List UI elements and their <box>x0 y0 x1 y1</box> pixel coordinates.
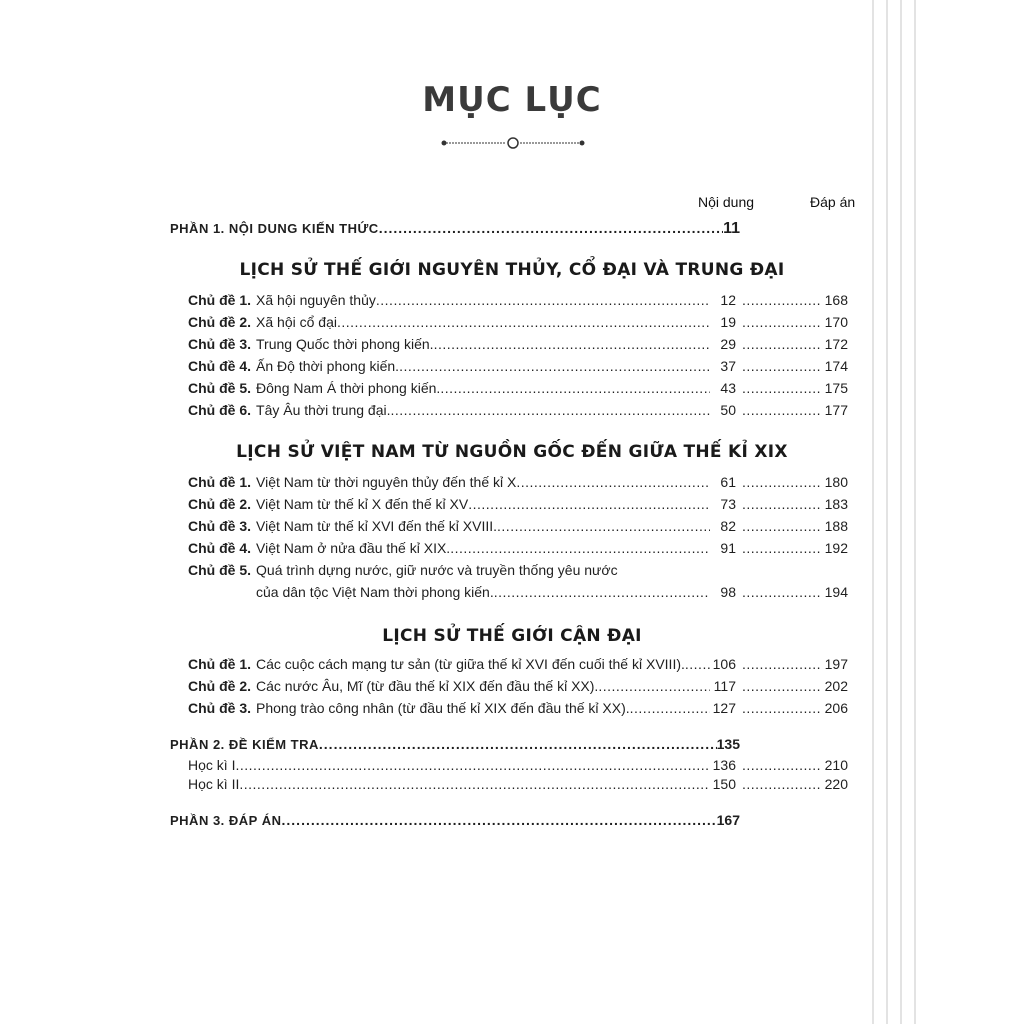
topic-title: Các cuộc cách mạng tư sản (từ giữa thế kỉ XVI đến cuối thế kỉ XVIII). <box>256 656 685 672</box>
dot-leader <box>742 518 822 534</box>
answer-page: 175 <box>824 380 848 396</box>
answer-page: 177 <box>824 402 848 418</box>
part-page: 11 <box>723 220 740 237</box>
dot-leader <box>742 584 822 600</box>
dot-leader <box>598 678 710 694</box>
page-edge-line <box>886 0 888 1024</box>
answer-page: 206 <box>824 700 848 716</box>
dot-leader <box>497 518 710 534</box>
part-page: 135 <box>716 736 740 752</box>
dot-leader <box>494 584 710 600</box>
toc-row[interactable] <box>188 562 860 584</box>
toc-row[interactable] <box>188 518 860 540</box>
content-page: 117 <box>713 678 736 694</box>
part-row[interactable] <box>170 736 860 758</box>
toc-row[interactable] <box>188 380 860 402</box>
answer-page: 174 <box>824 358 848 374</box>
topic-title: Xã hội nguyên thủy <box>256 292 376 308</box>
topic-label: Chủ đề 3. <box>188 700 252 716</box>
content-page: 127 <box>712 700 736 716</box>
topic-title: Ấn Độ thời phong kiến. <box>256 358 400 374</box>
topic-title: Việt Nam từ thế kỉ XVI đến thế kỉ XVIII. <box>256 518 498 534</box>
dot-leader <box>440 380 710 396</box>
topic-title: Tây Âu thời trung đại. <box>256 402 391 418</box>
dot-leader <box>742 678 822 694</box>
topic-title: Quá trình dựng nước, giữ nước và truyền thống yêu nước <box>256 562 618 578</box>
topic-title: Xã hội cổ đại <box>256 314 337 330</box>
dot-leader <box>742 656 822 672</box>
content-page: 37 <box>720 358 736 374</box>
toc-row[interactable] <box>188 402 860 424</box>
topic-label: Chủ đề 3. <box>188 336 252 352</box>
content-page: 61 <box>720 474 736 490</box>
toc-row[interactable] <box>188 656 860 678</box>
dot-leader <box>630 700 710 716</box>
section-heading: LỊCH SỬ THẾ GIỚI CẬN ĐẠI <box>382 626 642 646</box>
part-row[interactable] <box>170 220 860 242</box>
part-row[interactable] <box>170 812 860 834</box>
content-page: 73 <box>720 496 736 512</box>
part-title: PHẦN 1. NỘI DUNG KIẾN THỨC <box>170 221 379 236</box>
topic-label: Chủ đề 3. <box>188 518 252 534</box>
dot-leader <box>742 402 822 418</box>
part-title: PHẦN 2. ĐỀ KIỂM TRA <box>170 737 319 752</box>
answer-page: 194 <box>824 584 848 600</box>
topic-title: Trung Quốc thời phong kiến. <box>256 336 434 352</box>
topic-label: Chủ đề 1. <box>188 292 252 308</box>
part-title: PHẦN 3. ĐÁP ÁN <box>170 813 282 828</box>
dot-leader <box>742 380 822 396</box>
answer-page: 220 <box>824 776 848 792</box>
content-page: 91 <box>720 540 736 556</box>
dot-leader <box>235 757 710 773</box>
topic-label: Chủ đề 1. <box>188 656 252 672</box>
topic-label: Chủ đề 5. <box>188 380 252 396</box>
answer-page: 192 <box>824 540 848 556</box>
dot-leader <box>391 402 711 418</box>
section-heading: LỊCH SỬ VIỆT NAM TỪ NGUỒN GỐC ĐẾN GIỮA THẾ KỈ XIX <box>236 442 788 462</box>
dot-leader <box>282 812 717 828</box>
topic-label: Chủ đề 2. <box>188 678 252 694</box>
page-edge-line <box>872 0 874 1024</box>
answer-page: 168 <box>824 292 848 308</box>
dot-leader <box>742 700 822 716</box>
toc-row[interactable] <box>188 474 860 496</box>
toc-row[interactable] <box>188 314 860 336</box>
content-page: 50 <box>720 402 736 418</box>
content-page: 29 <box>720 336 736 352</box>
dot-leader <box>742 757 822 773</box>
dot-leader <box>685 656 710 672</box>
answer-page: 188 <box>824 518 848 534</box>
toc-row[interactable] <box>188 496 860 518</box>
toc-row[interactable] <box>188 700 860 722</box>
exam-title: Học kì I <box>188 757 236 773</box>
dot-leader <box>742 540 822 556</box>
column-header-content: Nội dung <box>698 194 755 210</box>
dot-leader <box>450 540 710 556</box>
topic-label: Chủ đề 4. <box>188 358 252 374</box>
toc-row[interactable] <box>188 336 860 358</box>
topic-label: Chủ đề 4. <box>188 540 252 556</box>
answer-page: 172 <box>824 336 848 352</box>
toc-row[interactable] <box>188 292 860 314</box>
topic-title: Các nước Âu, Mĩ (từ đầu thế kỉ XIX đến đầu thế kỉ XX). <box>256 678 599 694</box>
content-page: 43 <box>720 380 736 396</box>
answer-page: 210 <box>824 757 848 773</box>
topic-title: Việt Nam từ thế kỉ X đến thế kỉ XV <box>256 496 469 512</box>
dot-leader <box>337 314 710 330</box>
toc-row[interactable] <box>188 678 860 700</box>
dot-leader <box>742 336 822 352</box>
dot-leader <box>319 736 717 752</box>
page-title: MỤC LỤC <box>422 80 602 120</box>
page-edge-line <box>900 0 902 1024</box>
toc-row-continuation[interactable] <box>256 584 860 606</box>
dot-leader <box>742 496 822 512</box>
dot-leader <box>516 474 710 490</box>
dot-leader <box>239 776 710 792</box>
dot-leader <box>742 474 822 490</box>
content-page: 82 <box>720 518 736 534</box>
dot-leader <box>742 358 822 374</box>
dot-leader <box>399 358 710 374</box>
column-header-answer: Đáp án <box>810 194 856 210</box>
section-heading: LỊCH SỬ THẾ GIỚI NGUYÊN THỦY, CỔ ĐẠI VÀ TRUNG ĐẠI <box>239 260 785 280</box>
dot-leader <box>468 496 710 512</box>
topic-label: Chủ đề 6. <box>188 402 252 418</box>
toc-row[interactable] <box>188 358 860 380</box>
toc-row[interactable] <box>188 776 860 798</box>
ornament-divider-icon <box>440 136 586 150</box>
answer-page: 183 <box>824 496 848 512</box>
answer-page: 197 <box>824 656 848 672</box>
content-page: 106 <box>712 656 736 672</box>
topic-title: Việt Nam từ thời nguyên thủy đến thế kỉ X <box>256 474 517 490</box>
topic-title: Phong trào công nhân (từ đầu thế kỉ XIX đến đầu thế kỉ XX). <box>256 700 630 716</box>
dot-leader <box>742 292 822 308</box>
part-page: 167 <box>716 812 740 828</box>
dot-leader <box>434 336 710 352</box>
answer-page: 202 <box>824 678 848 694</box>
dot-leader <box>379 220 723 236</box>
page-edge-line <box>914 0 916 1024</box>
toc-row[interactable] <box>188 540 860 562</box>
dot-leader <box>742 776 822 792</box>
topic-label: Chủ đề 2. <box>188 496 252 512</box>
topic-title: Đông Nam Á thời phong kiến. <box>256 380 441 396</box>
content-page: 136 <box>712 757 736 773</box>
content-page: 150 <box>712 776 736 792</box>
answer-page: 180 <box>824 474 848 490</box>
topic-title-continuation: của dân tộc Việt Nam thời phong kiến. <box>256 584 494 600</box>
topic-title: Việt Nam ở nửa đầu thế kỉ XIX. <box>256 540 451 556</box>
content-page: 12 <box>720 292 736 308</box>
content-page: 98 <box>720 584 736 600</box>
dot-leader <box>742 314 822 330</box>
content-page: 19 <box>720 314 736 330</box>
answer-page: 170 <box>824 314 848 330</box>
exam-title: Học kì II <box>188 776 240 792</box>
topic-label: Chủ đề 5. <box>188 562 252 578</box>
topic-label: Chủ đề 1. <box>188 474 252 490</box>
dot-leader <box>376 292 710 308</box>
topic-label: Chủ đề 2. <box>188 314 252 330</box>
